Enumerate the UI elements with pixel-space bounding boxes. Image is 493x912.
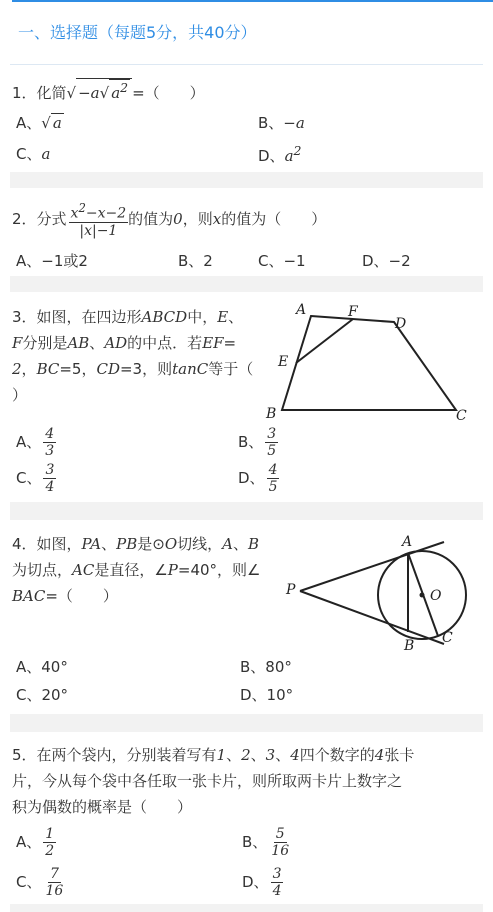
t: 、 xyxy=(275,746,291,764)
q2-mid: 的值为 xyxy=(128,209,174,228)
question-separator xyxy=(10,172,483,188)
option-label: D、 xyxy=(238,469,265,487)
t: EF xyxy=(202,334,224,352)
q4-stem xyxy=(12,531,284,609)
t: 分别是 xyxy=(22,334,68,352)
t: 张卡 xyxy=(384,746,415,764)
q1-prefix: 1．化简 xyxy=(12,84,67,102)
q3-quadrilateral-figure xyxy=(262,298,482,426)
q4-circle-figure xyxy=(280,526,480,654)
option-label: A、 xyxy=(16,114,42,132)
option-label: D、 xyxy=(258,147,285,165)
q3-option-d[interactable] xyxy=(238,462,279,495)
q2-num-rest: −x−2 xyxy=(85,205,127,222)
q1-expr-exp: 2 xyxy=(120,80,129,95)
q4-center-dot xyxy=(420,593,425,598)
t: 切线， xyxy=(177,535,223,553)
q3-quad-outline xyxy=(282,316,456,410)
bottom-separator xyxy=(10,904,483,912)
q3-d-num: 4 xyxy=(268,462,278,478)
q1-expr-a: −a xyxy=(78,84,100,102)
q3-b-den: 5 xyxy=(267,443,277,459)
t: 的中点．若 xyxy=(127,334,203,352)
q2-num-exp: 2 xyxy=(78,201,86,215)
t: O xyxy=(164,535,178,553)
q2-zero: 0 xyxy=(173,209,183,228)
t: =3，则 xyxy=(119,360,173,378)
q1-d-base: a xyxy=(284,147,294,165)
t: 、 xyxy=(226,746,242,764)
q2-suffix: 的值为（ ） xyxy=(221,209,327,228)
q5-option-b[interactable] xyxy=(242,826,291,859)
t: A xyxy=(222,535,233,553)
top-accent-line xyxy=(12,0,493,2)
t: = xyxy=(223,334,237,352)
q1-d-exp: 2 xyxy=(293,143,302,158)
t: =（ ） xyxy=(45,587,118,605)
option-label: A、 xyxy=(16,433,42,451)
q2-num-x: x xyxy=(70,205,79,222)
question-separator xyxy=(10,276,483,292)
q3-option-c[interactable] xyxy=(16,462,56,495)
q3-stem xyxy=(12,304,274,408)
t: BC xyxy=(36,360,60,378)
q4-line-1 xyxy=(12,531,284,557)
q4-tangent-pb xyxy=(300,591,444,644)
q5-d-den: 4 xyxy=(272,883,282,899)
t: B xyxy=(248,535,260,553)
q4-label-c: C xyxy=(442,630,453,646)
q5-stem xyxy=(12,742,480,820)
q1-expr-b: a xyxy=(111,84,121,102)
q5-line-2: 片，今从每个袋中各任取一张卡片，则所取两卡片上数字之 xyxy=(12,772,403,790)
q2-stem xyxy=(12,200,326,239)
q3-a-den: 3 xyxy=(45,443,55,459)
option-label: C、 xyxy=(16,469,42,487)
q5-line-3: 积为偶数的概率是（ ） xyxy=(12,798,193,816)
t: 3．如图，在四边形 xyxy=(12,308,142,326)
t: ABCD xyxy=(141,308,188,326)
q5-line-1 xyxy=(12,742,480,768)
q4-option-a[interactable]: A、40° xyxy=(16,658,68,676)
q1-option-d[interactable] xyxy=(258,143,301,166)
q3-segment-ef xyxy=(296,319,353,363)
q3-line-4: ） xyxy=(12,386,28,404)
q4-line-2 xyxy=(12,557,284,583)
t: PB xyxy=(116,535,138,553)
t: 是⊙ xyxy=(137,535,165,553)
t: 5．在两个袋内，分别装着写有 xyxy=(12,746,217,764)
q2-option-a[interactable]: A、−1或2 xyxy=(16,252,88,270)
q4-line-3 xyxy=(12,583,284,609)
section-title: 一、选择题（每题5分，共40分） xyxy=(18,23,257,42)
q2-mid2: ，则 xyxy=(182,209,213,228)
q4-tangent-pa xyxy=(300,542,444,591)
q1-stem xyxy=(12,78,205,103)
t: 中， xyxy=(187,308,218,326)
q1-option-a[interactable]: A、√ a xyxy=(16,114,62,132)
q4-option-d[interactable]: D、10° xyxy=(240,686,294,704)
t: =5， xyxy=(59,360,97,378)
t: CD xyxy=(96,360,120,378)
t: 2 xyxy=(12,360,22,378)
t: 4 xyxy=(290,746,300,764)
q1-option-b[interactable] xyxy=(258,112,305,133)
t: 等于（ xyxy=(208,360,254,378)
q4-label-b: B xyxy=(404,638,415,654)
q2-den: |x|−1 xyxy=(79,222,118,239)
t: AC xyxy=(72,561,95,579)
q1-option-c[interactable] xyxy=(16,143,50,164)
question-separator xyxy=(10,502,483,520)
q5-option-a[interactable] xyxy=(16,826,56,859)
q2-var: x xyxy=(212,209,222,228)
q1-b-value: −a xyxy=(283,114,305,132)
q5-option-d[interactable] xyxy=(242,866,283,899)
q1-c-value: a xyxy=(41,145,51,163)
t: P xyxy=(167,561,178,579)
option-label: B、 xyxy=(238,433,264,451)
q1-radical: √ −a√ $a^2$ xyxy=(67,84,133,102)
t: ， xyxy=(21,360,37,378)
q5-a-den: 2 xyxy=(45,843,55,859)
q2-prefix: 2．分式 xyxy=(12,209,67,228)
q3-option-b[interactable] xyxy=(238,426,278,459)
q3-label-e: E xyxy=(278,354,289,370)
t: 、 xyxy=(101,535,117,553)
t: F xyxy=(12,334,23,352)
option-label: C、 xyxy=(16,873,42,891)
q5-c-num: 7 xyxy=(49,866,59,882)
q5-c-den: 16 xyxy=(45,883,64,899)
t: 、 xyxy=(89,334,105,352)
q3-label-a: A xyxy=(296,302,307,318)
q3-label-b: B xyxy=(266,406,277,422)
t: AD xyxy=(104,334,128,352)
q1-a-value: a xyxy=(52,114,62,132)
t: 、 xyxy=(250,746,266,764)
q5-d-num: 3 xyxy=(272,866,282,882)
q3-line-2 xyxy=(12,330,274,356)
question-separator xyxy=(10,714,483,732)
t: 、 xyxy=(233,535,249,553)
q1-suffix: =（ ） xyxy=(132,84,205,102)
q5-b-den: 16 xyxy=(271,843,290,859)
q3-label-f: F xyxy=(348,304,358,320)
q4-label-a: A xyxy=(402,534,413,550)
t: 四个数字的 xyxy=(299,746,375,764)
t: tanC xyxy=(172,360,209,378)
q3-b-num: 3 xyxy=(267,426,277,442)
t: 、 xyxy=(228,308,244,326)
q4-label-o: O xyxy=(430,588,442,604)
q3-option-a[interactable] xyxy=(16,426,56,459)
option-label: B、 xyxy=(242,833,268,851)
q5-option-c[interactable] xyxy=(16,866,65,899)
q3-c-num: 3 xyxy=(45,462,55,478)
q2-option-b[interactable]: B、2 xyxy=(178,252,213,270)
t: PA xyxy=(81,535,102,553)
title-divider xyxy=(10,64,483,65)
q3-line-3 xyxy=(12,356,274,382)
q5-b-num: 5 xyxy=(275,826,285,842)
t: =40°，则∠ xyxy=(177,561,261,579)
t: 1 xyxy=(216,746,227,764)
option-label: D、 xyxy=(242,873,269,891)
q2-option-d[interactable]: D、−2 xyxy=(362,252,411,270)
q4-option-b[interactable]: B、80° xyxy=(240,658,292,676)
option-label: A、 xyxy=(16,833,42,851)
q3-a-num: 4 xyxy=(45,426,55,442)
q4-label-p: P xyxy=(286,582,296,598)
t: 2 xyxy=(241,746,251,764)
t: 3 xyxy=(265,746,276,764)
q2-fraction xyxy=(69,200,129,239)
t: 4．如图， xyxy=(12,535,82,553)
option-label: B、 xyxy=(258,114,284,132)
t: BAC xyxy=(12,587,46,605)
t: 为切点， xyxy=(12,561,73,579)
q3-line-1 xyxy=(12,304,274,330)
q3-c-den: 4 xyxy=(45,479,55,495)
t: AB xyxy=(67,334,90,352)
q2-option-c[interactable]: C、−1 xyxy=(258,252,306,270)
t: E xyxy=(217,308,229,326)
t: 4 xyxy=(374,746,385,764)
q3-label-c: C xyxy=(456,408,467,424)
q4-option-c[interactable]: C、20° xyxy=(16,686,69,704)
q3-d-den: 5 xyxy=(268,479,278,495)
q5-a-num: 1 xyxy=(45,826,55,842)
q3-label-d: D xyxy=(395,316,407,332)
option-label: C、 xyxy=(16,145,42,163)
t: 是直径，∠ xyxy=(94,561,168,579)
